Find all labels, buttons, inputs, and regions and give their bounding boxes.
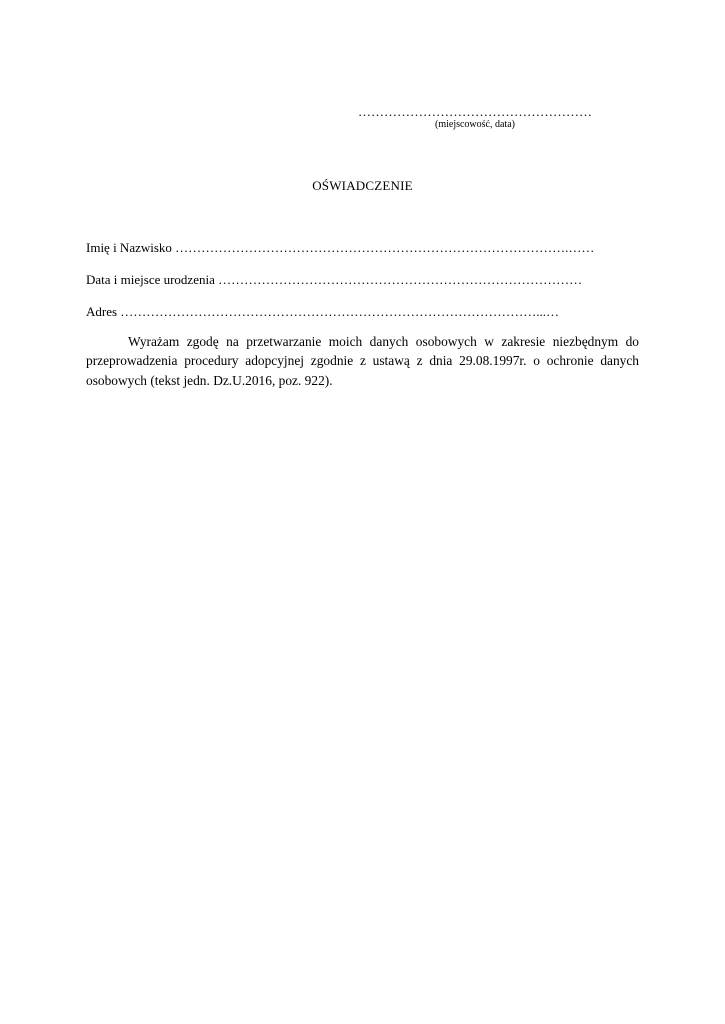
address-field-line: Adres ……………………………………………………………………………………...… bbox=[86, 304, 560, 319]
place-date-dotted-line: ……………………………………………… bbox=[358, 104, 592, 119]
consent-paragraph: Wyrażam zgodę na przetwarzanie moich danych osobowych w zakresie niezbędnym do przeprowadzenia procedury adopcyjnej zgodnie z ustawą z dnia 29.08.1997r. o ochronie danych osobowych (tekst jedn. Dz.U.2016, poz. 922). bbox=[86, 334, 639, 388]
birth-field-line: Data i miejsce urodzenia ………………………………………………………………………… bbox=[86, 272, 583, 287]
document-title: OŚWIADCZENIE bbox=[312, 178, 413, 193]
name-field-line: Imię i Nazwisko ……………………………………………………………………………….…… bbox=[86, 240, 595, 255]
place-date-block bbox=[340, 104, 610, 131]
place-date-caption: (miejscowość, data) bbox=[435, 119, 515, 130]
